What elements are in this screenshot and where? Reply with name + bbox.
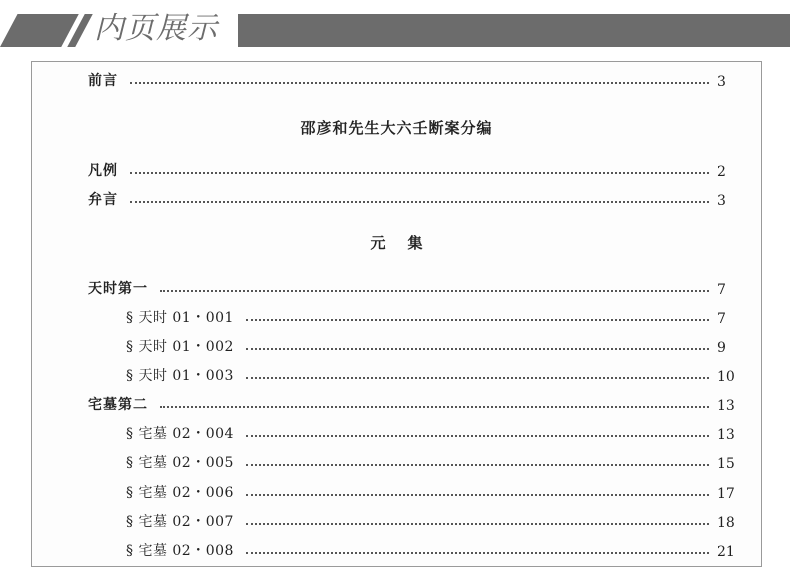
toc-entry-fanli [88,156,751,180]
toc-entry-page: 2 [717,164,726,180]
toc-entry-page: 7 [717,282,726,298]
toc-page [31,61,762,567]
toc-entry-case [126,303,751,327]
toc-entry-label: 前言 [88,73,118,89]
leader-dots [246,348,709,350]
toc-entry-label: § 天时 01・003 [126,368,234,384]
toc-entry-page: 13 [717,398,735,414]
toc-entry-label: 宅墓第二 [88,397,148,413]
toc-entry-page: 3 [717,193,726,209]
leader-dots [130,82,709,84]
toc-entry-page: 18 [717,515,735,531]
leader-dots [246,552,709,554]
toc-entry-chapter [88,390,751,414]
toc-entry-page: 7 [717,311,726,327]
book-title: 邵彦和先生大六壬断案分编 [300,119,493,137]
leader-dots [160,406,709,408]
toc-entry-case [126,536,751,560]
leader-dots [246,494,709,496]
leader-dots [160,290,709,292]
toc-entry-label: 天时第一 [88,281,148,297]
toc-entry-preface [88,66,751,90]
toc-entry-page: 9 [717,340,726,356]
toc-entry-label: § 宅墓 02・005 [126,455,234,471]
banner-title: 内页展示 [94,11,218,46]
toc-entry-case [126,361,751,385]
toc-entry-label: § 宅墓 02・008 [126,543,234,559]
header-banner [0,0,790,62]
leader-dots [246,319,709,321]
banner-right-bar [238,14,790,47]
toc-entry-label: 凡例 [88,163,118,179]
toc-entry-page: 17 [717,486,735,502]
toc-entry-bianyan [88,185,751,209]
toc-entry-case [126,478,751,502]
toc-entry-page: 13 [717,427,735,443]
toc-entry-case [126,507,751,531]
leader-dots [246,377,709,379]
leader-dots [246,435,709,437]
section-title: 元集 [370,234,445,252]
toc-entry-page: 15 [717,456,735,472]
toc-entry-label: § 天时 01・002 [126,339,234,355]
toc-entry-page: 3 [717,74,726,90]
toc-entry-chapter [88,274,751,298]
toc-entry-label: § 天时 01・001 [126,310,234,326]
toc-entry-case [126,419,751,443]
leader-dots [130,201,709,203]
toc-entry-case [126,448,751,472]
toc-entry-label: 弁言 [88,192,118,208]
toc-entry-label: § 宅墓 02・007 [126,514,234,530]
leader-dots [246,464,709,466]
toc-entry-page: 10 [717,369,735,385]
toc-entry-label: § 宅墓 02・004 [126,426,234,442]
leader-dots [130,172,709,174]
toc-entry-label: § 宅墓 02・006 [126,485,234,501]
leader-dots [246,523,709,525]
toc-entry-case [126,332,751,356]
toc-entry-page: 21 [717,544,735,560]
